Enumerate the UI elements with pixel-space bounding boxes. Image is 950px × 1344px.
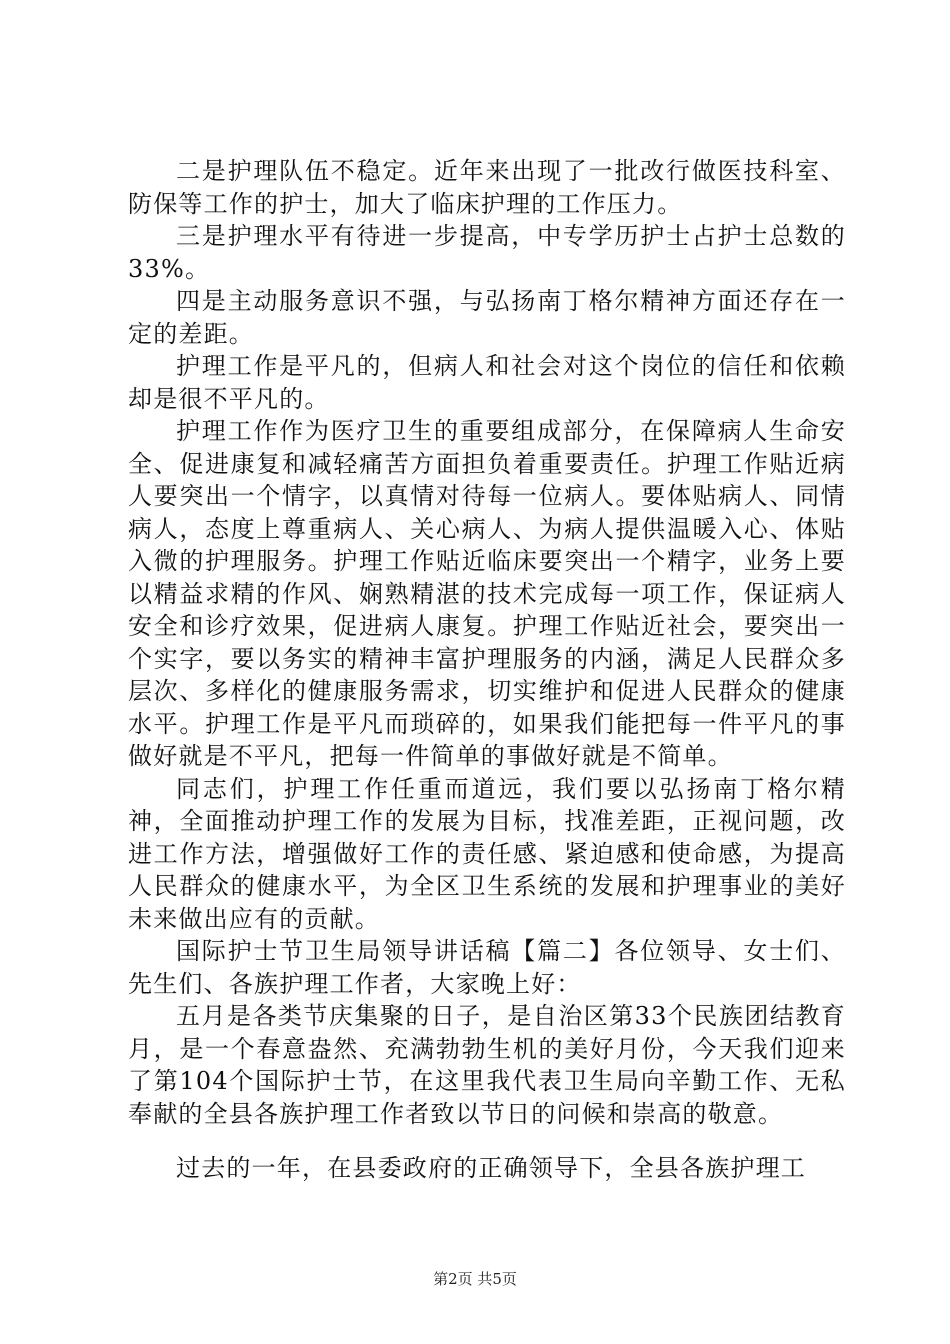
page-number-footer: 第2页 共5页 [433, 1270, 517, 1288]
paragraph: 护理工作是平凡的，但病人和社会对这个岗位的信任和依赖却是很不平凡的。 [128, 352, 846, 413]
paragraph-spacer [128, 1130, 846, 1152]
paragraph: 二是护理队伍不稳定。近年来出现了一批改行做医技科室、防保等工作的护士，加大了临床护理的工作压力。 [128, 157, 846, 218]
paragraph: 同志们，护理工作任重而道远，我们要以弘扬南丁格尔精神，全面推动护理工作的发展为目标，找准差距，正视问题，改进工作方法，增强做好工作的责任感、紧迫感和使命感，为提高人民群众的健康水平，为全区卫生系统的发展和护理事业的美好未来做出应有的贡献。 [128, 774, 846, 933]
paragraph: 护理工作作为医疗卫生的重要组成部分，在保障病人生命安全、促进康复和减轻痛苦方面担负着重要责任。护理工作贴近病人要突出一个情字，以真情对待每一位病人。要体贴病人、同情病人，态度上尊重病人、关心病人、为病人提供温暖入心、体贴入微的护理服务。护理工作贴近临床要突出一个精字，业务上要以精益求精的作风、娴熟精湛的技术完成每一项工作，保证病人安全和诊疗效果，促进病人康复。护理工作贴近社会，要突出一个实字，要以务实的精神丰富护理服务的内涵，满足人民群众多层次、多样化的健康服务需求，切实维护和促进人民群众的健康水平。护理工作是平凡而琐碎的，如果我们能把每一件平凡的事做好就是不平凡，把每一件简单的事做好就是不简单。 [128, 417, 846, 770]
document-body [128, 155, 846, 1185]
paragraph: 五月是各类节庆集聚的日子，是自治区第33个民族团结教育月，是一个春意盎然、充满勃勃生机的美好月份，今天我们迎来了第104个国际护士节，在这里我代表卫生局向辛勤工作、无私奉献的全县各族护理工作者致以节日的问候和崇高的敬意。 [128, 1002, 846, 1128]
paragraph: 四是主动服务意识不强，与弘扬南丁格尔精神方面还存在一定的差距。 [128, 287, 846, 348]
paragraph: 三是护理水平有待进一步提高，中专学历护士占护士总数的33%。 [128, 222, 846, 283]
paragraph: 国际护士节卫生局领导讲话稿【篇二】各位领导、女士们、先生们、各族护理工作者，大家晚上好： [128, 937, 846, 998]
paragraph: 过去的一年，在县委政府的正确领导下，全县各族护理工 [176, 1154, 806, 1182]
